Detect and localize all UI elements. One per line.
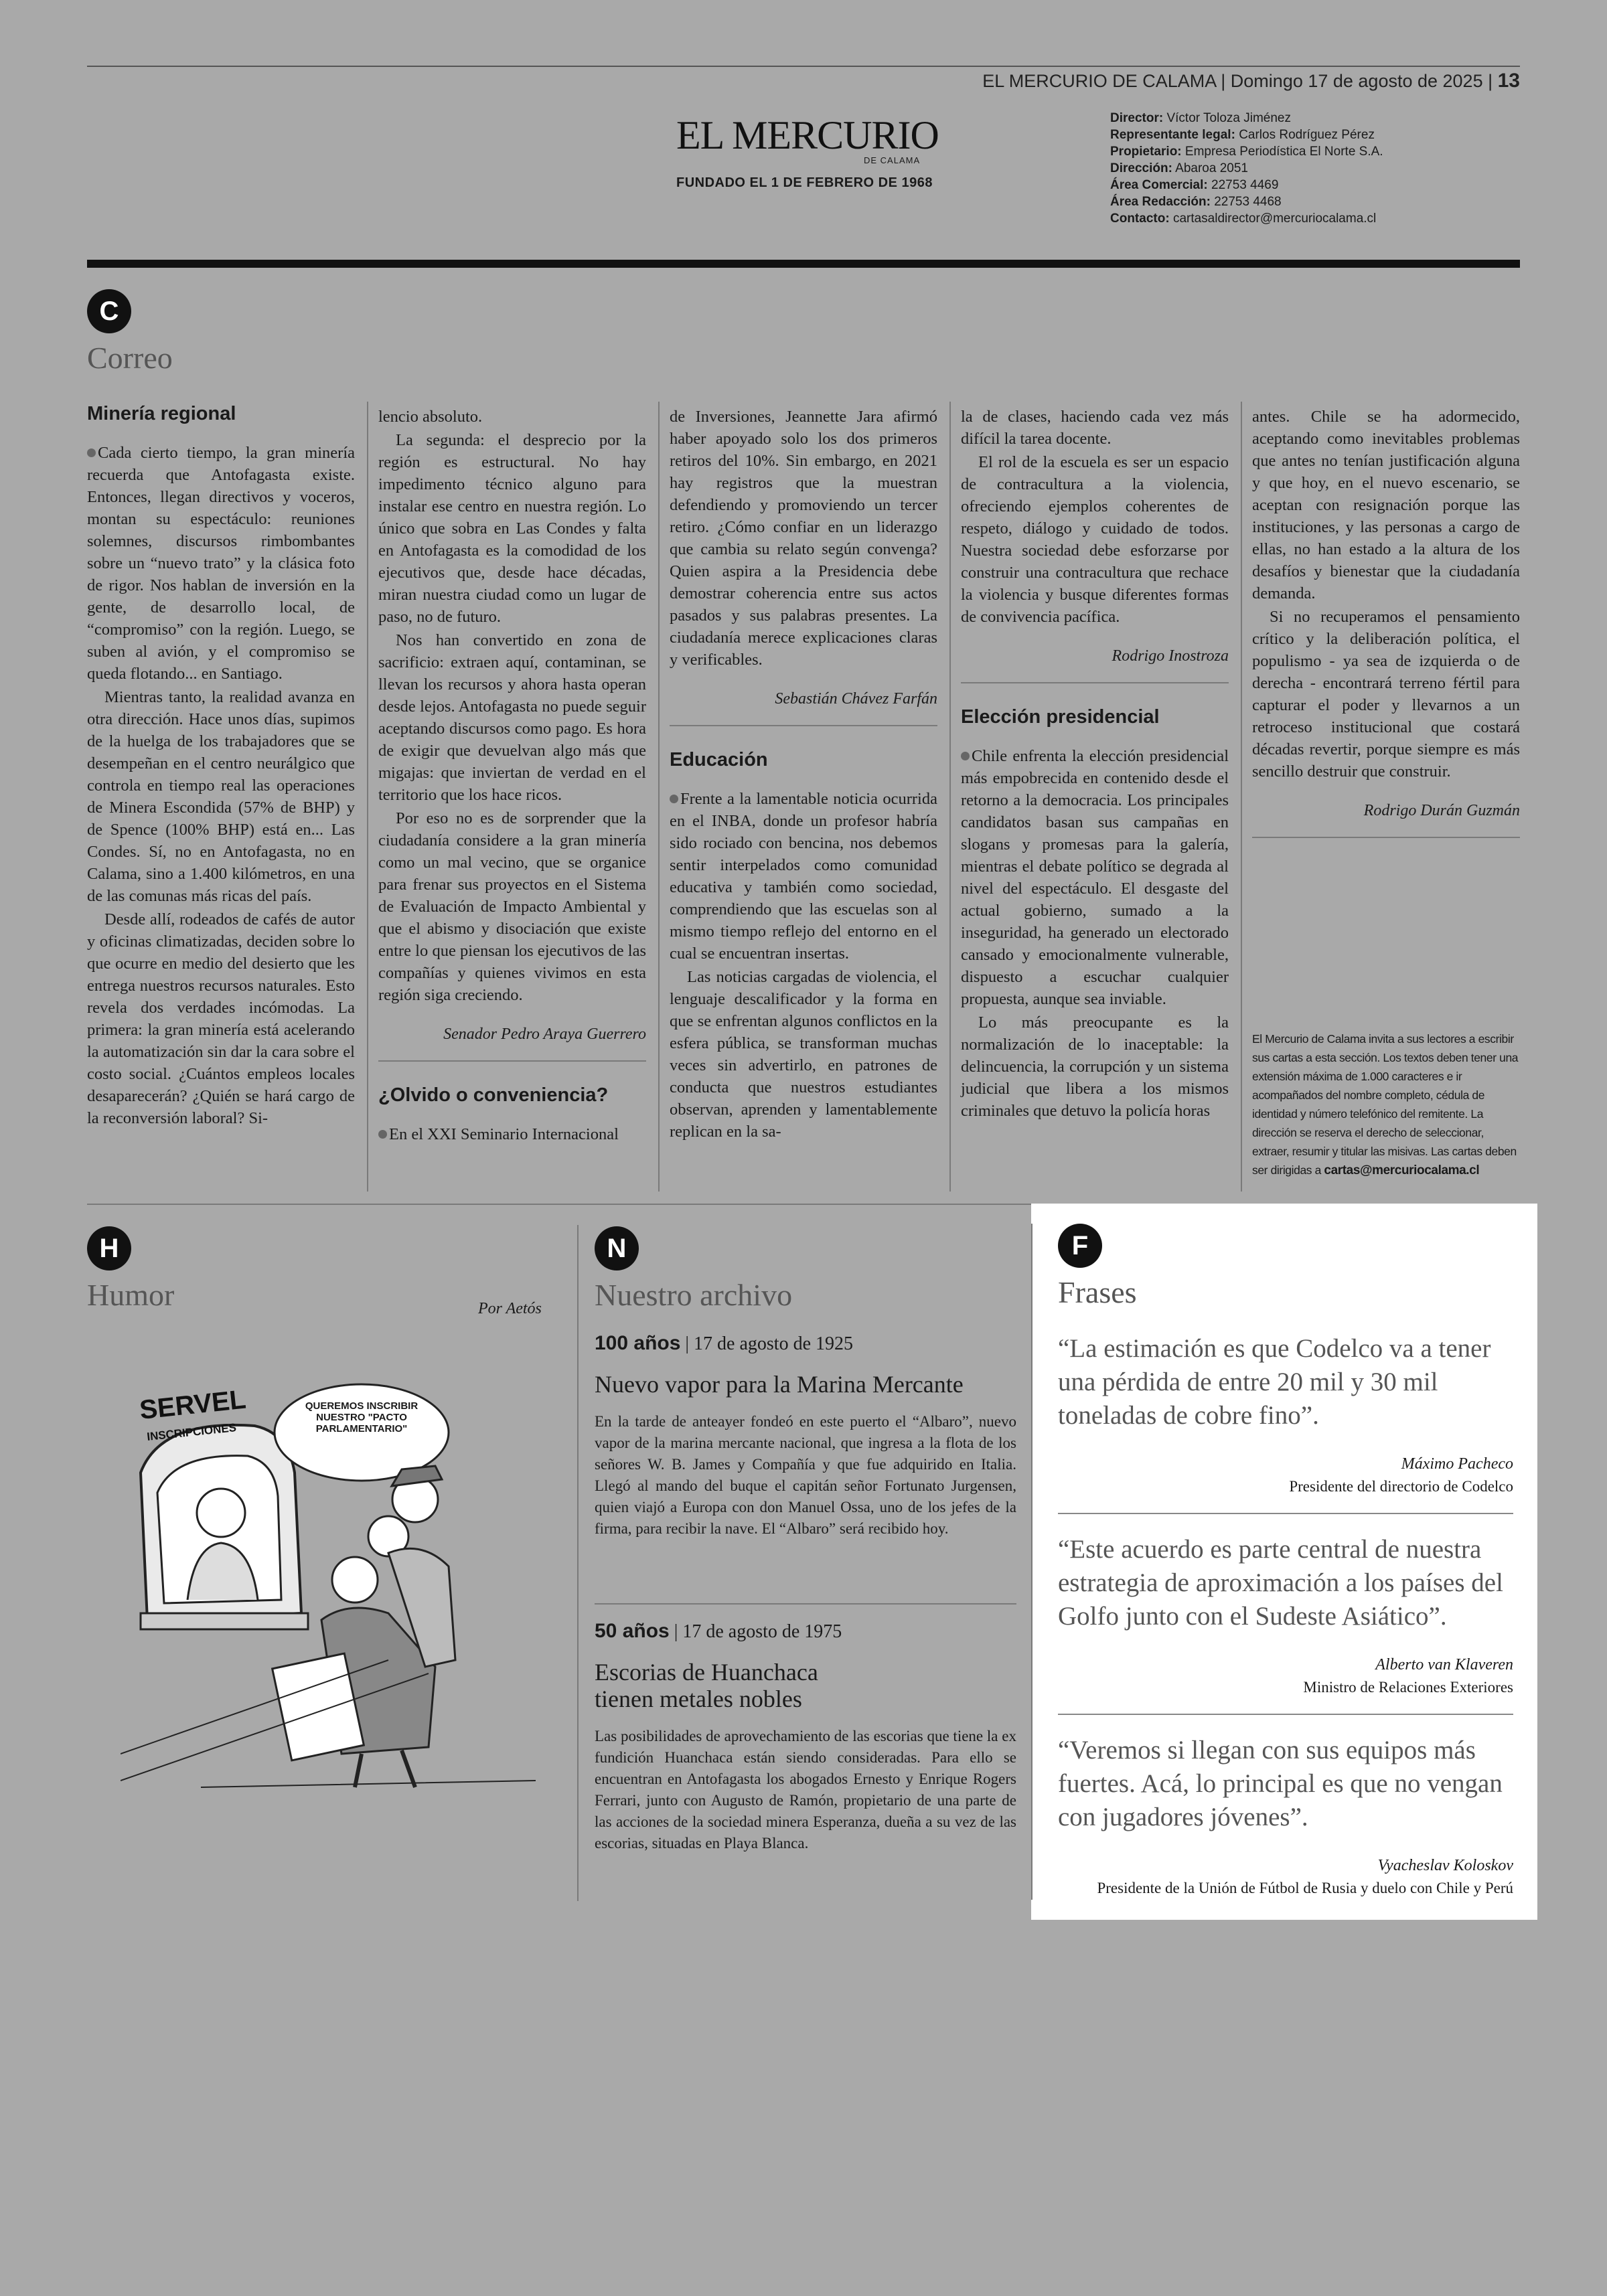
letter-paragraph: Mientras tanto, la realidad avanza en otra dirección. Hace unos días, supimos de la huelga de los trabajadores que se desempeñan en el centro neurálgico que controla en tiempo real las operaciones de Minera Escondida (57% de BHP) y de Spence (100% BHP) está en... Las Condes. Sí, no en Antofagasta, no en Calama, sino a 1.400 kilómetros, en una de las comunas más ricas del país.	[87, 688, 355, 905]
letter-heading: Minería regional	[87, 403, 236, 424]
letter-paragraph: Las noticias cargadas de violencia, el lenguaje descalificador y la forma en que se enfrentan algunos conflictos en la esfera pública, se transforman muchas veces sin advertirlo, en patrones de conducta que nuestros estudiantes observan, aprenden y lamentablemente replican en la sa-	[670, 968, 937, 1141]
column-divider	[577, 1225, 579, 1901]
quote-text: “La estimación es que Codelco va a tener una pérdida de entre 20 mil y 30 mil toneladas de cobre fino”.	[1058, 1334, 1491, 1430]
staff-line: Dirección: Abaroa 2051	[1110, 161, 1248, 175]
quote-author: Alberto van Klaveren	[1375, 1656, 1513, 1673]
letter-column-3	[670, 406, 937, 1144]
bullet-icon	[670, 795, 678, 803]
submission-note	[1252, 1030, 1520, 1180]
cartoon-sign-sub: INSCRIPCIONES	[146, 1421, 237, 1443]
letter-paragraph: lencio absoluto.	[378, 408, 483, 426]
archive-separator	[595, 1603, 1016, 1605]
humor-byline: Por Aetós	[478, 1300, 542, 1317]
staff-box	[1110, 110, 1383, 227]
bullet-icon	[961, 752, 970, 760]
header-thick-rule	[87, 260, 1520, 268]
staff-line: Área Redacción: 22753 4468	[1110, 195, 1282, 209]
quote-separator	[1058, 1714, 1513, 1715]
quote-author: Máximo Pacheco	[1401, 1455, 1513, 1473]
column-divider	[658, 402, 660, 1192]
top-rule	[87, 66, 1520, 67]
submission-email-link[interactable]: cartas@mercuriocalama.cl	[1324, 1163, 1480, 1177]
column-divider	[367, 402, 368, 1192]
archive-item-header: 100 años | 17 de agosto de 1925	[595, 1332, 853, 1354]
folio-publication: EL MERCURIO DE CALAMA	[982, 71, 1216, 91]
letter-column-5	[1252, 406, 1520, 859]
staff-line: Representante legal: Carlos Rodríguez Pérez	[1110, 128, 1375, 142]
section-title-frases: Frases	[1058, 1275, 1137, 1309]
section-badge-correo: C	[87, 289, 131, 333]
page-number: 13	[1497, 70, 1520, 92]
section-title-humor: Humor	[87, 1278, 175, 1312]
column-divider	[1031, 1224, 1032, 1900]
staff-line: Director: Víctor Toloza Jiménez	[1110, 111, 1291, 125]
masthead-founded: FUNDADO EL 1 DE FEBRERO DE 1968	[676, 175, 933, 190]
archive-item	[595, 1620, 1016, 1854]
letter-column-4	[961, 406, 1229, 1123]
quote-separator	[1058, 1513, 1513, 1514]
masthead-sub: DE CALAMA	[864, 155, 921, 165]
folio: EL MERCURIO DE CALAMA | Domingo 17 de agosto de 2025 | 13	[982, 70, 1520, 92]
column-divider	[1241, 402, 1242, 1192]
masthead-logo: EL MERCURIO	[676, 113, 939, 157]
letter-paragraph: Lo más preocupante es la normalización de lo inaceptable: la delincuencia, la corrupción y un sistema judicial que libera a los mismos criminales que detuvo la policía horas	[961, 1013, 1229, 1120]
letter-heading: Educación	[670, 749, 768, 770]
letter-signature: Senador Pedro Araya Guerrero	[443, 1026, 646, 1043]
archive-item-title: Escorias de Huanchaca tienen metales nobles	[595, 1659, 818, 1712]
letter-signature: Rodrigo Durán Guzmán	[1363, 802, 1520, 819]
archive-item-body: En la tarde de anteayer fondeó en este puerto el “Albaro”, nuevo vapor de la marina mercante nacional, que ingresa a la flota de los señores W. B. James y Compañía y que fue adquirido en Italia. Llegó al mando del buque el capitán señor Fortunato Jurgensen, quien viajó a Europa con don Manuel Ossa, uno de los jefes de la firma, para recibir la nave. El “Albaro” será recibido hoy.	[595, 1413, 1016, 1537]
letter-paragraph: Frente a la lamentable noticia ocurrida en el INBA, donde un profesor habría sido rociado con bencina, nos debemos sentir interpelados como comunidad educativa y también como sociedad, comprendiendo que las escuelas son al mismo tiempo reflejo del entorno en el cual se encuentran insertas.	[670, 790, 937, 963]
archive-item-title: Nuevo vapor para la Marina Mercante	[595, 1371, 964, 1398]
letter-paragraph: Cada cierto tiempo, la gran minería recuerda que Antofagasta existe. Entonces, llegan directivos y voceros, montan su espectáculo: reuniones solemnes, discursos rimbombantes sobre un “nuevo trato” y la clásica foto de rigor. Nos hablan de inversión en la gente, de desarrollo local, de “compromiso” con la región. Luego, se suben al avión, y el compromiso se queda flotando... en Santiago.	[87, 444, 355, 683]
letter-column-2	[378, 406, 646, 1147]
section-divider	[87, 1204, 1031, 1205]
folio-date: Domingo 17 de agosto de 2025	[1230, 71, 1483, 91]
quote-role: Ministro de Relaciones Exteriores	[1303, 1679, 1513, 1696]
cartoon-speech: QUEREMOS INSCRIBIR NUESTRO "PACTO PARLAMENTARIO"	[305, 1400, 418, 1434]
letter-paragraph: Si no recuperamos el pensamiento crítico y la deliberación política, el populismo - ya sea de izquierda o de derecha - encontrará terreno fértil para capturar el poder y llevarnos a un retroceso institucional que costará décadas revertir, porque siempre es más sencillo destruir que construir.	[1252, 608, 1520, 781]
letter-paragraph: la de clases, haciendo cada vez más difícil la tarea docente.	[961, 408, 1229, 448]
cartoon-illustration	[121, 1379, 549, 1801]
letter-separator	[1252, 837, 1520, 838]
archive-years: 100 años	[595, 1332, 681, 1354]
letter-paragraph: Por eso no es de sorprender que la ciudadanía considere a la gran minería como un mal vecino, que se organice para frenar sus proyectos en el Sistema de Evaluación de Impacto Ambiental y que el abismo y disociación que existe entre lo que piensan los ejecutivos de las compañías y quienes vivimos en esta región siga creciendo.	[378, 809, 646, 1004]
archive-date: 17 de agosto de 1925	[694, 1333, 853, 1354]
archive-item	[595, 1332, 1016, 1540]
letter-separator	[961, 682, 1229, 683]
letter-signature: Rodrigo Inostroza	[1112, 647, 1229, 665]
staff-line: Contacto: cartasaldirector@mercuriocalama.cl	[1110, 212, 1377, 226]
letter-column-1	[87, 402, 355, 1131]
bullet-icon	[87, 448, 96, 457]
archive-item-header: 50 años | 17 de agosto de 1975	[595, 1620, 842, 1642]
section-badge-humor: H	[87, 1226, 131, 1270]
letter-paragraph: antes. Chile se ha adormecido, aceptando como inevitables problemas que antes no tenían justificación alguna y que hoy, en el nuevo escenario, se aceptan con resignación porque las instituciones, y las personas a cargo de ellas, no han estado a la altura de los desafíos y bienestar que la ciudadanía demanda.	[1252, 408, 1520, 602]
letter-heading: Elección presidencial	[961, 706, 1160, 728]
letter-separator	[670, 725, 937, 726]
letter-separator	[378, 1060, 646, 1062]
staff-line: Propietario: Empresa Periodística El Norte S.A.	[1110, 145, 1383, 159]
quote-author: Vyacheslav Koloskov	[1377, 1857, 1513, 1874]
quote-role: Presidente del directorio de Codelco	[1289, 1478, 1513, 1495]
quote-text: “Este acuerdo es parte central de nuestra estrategia de aproximación a los países del Golfo junto con el Sudeste Asiático”.	[1058, 1535, 1503, 1631]
archive-years: 50 años	[595, 1620, 670, 1642]
cartoon-sign: SERVEL	[138, 1384, 248, 1425]
quote-text: “Veremos si llegan con sus equipos más fuertes. Acá, lo principal es que no vengan con jugadores jóvenes”.	[1058, 1736, 1503, 1831]
submission-note-text: El Mercurio de Calama invita a sus lectores a escribir sus cartas a esta sección. Los textos deben tener una extensión máxima de 1.000 caracteres e ir acompañados del nombre completo, cédula de identidad y número telefónico del remitente. La dirección se reserva el derecho de seleccionar, extraer, resumir y titular las misivas. Las cartas deben ser dirigidas a	[1252, 1032, 1519, 1177]
section-title-archivo: Nuestro archivo	[595, 1278, 793, 1312]
letter-paragraph: La segunda: el desprecio por la región es estructural. No hay impedimento técnico alguno para instalar ese centro en nuestra región. Lo único que sobra en Las Condes y falta en Antofagasta es la comodidad de los ejecutivos que, desde hace décadas, miran nuestra ciudad como un lugar de paso, no de futuro.	[378, 431, 646, 626]
letter-signature: Sebastián Chávez Farfán	[775, 690, 937, 708]
letter-paragraph: Desde allí, rodeados de cafés de autor y oficinas climatizadas, deciden sobre lo que ocurre en medio del desierto que les entrega nuestros recursos naturales. Esto revela dos verdades incómodas. La primera: la gran minería está acelerando la automatización sin dar la cara sobre el costo social. ¿Cuántos empleos locales desaparecerán? ¿Quién se hará cargo de la reconversión laboral? Si-	[87, 910, 355, 1127]
letter-paragraph: En el XXI Seminario Internacional	[389, 1125, 619, 1143]
column-divider	[949, 402, 951, 1192]
letter-heading: ¿Olvido o conveniencia?	[378, 1084, 609, 1106]
letter-paragraph: Chile enfrenta la elección presidencial más empobrecida en contenido desde el retorno a la democracia. Los principales candidatos basan sus campañas en slogans y promesas para la galería, mientras el debate político se degrada al nivel del espectáculo. El desgaste del actual gobierno, sumado a la inseguridad, ha generado un electorado cansado y emocionalmente vulnerable, dispuesto a escuchar cualquier propuesta, aunque sea inviable.	[961, 747, 1229, 1008]
letter-paragraph: de Inversiones, Jeannette Jara afirmó haber apoyado solo los dos primeros retiros del 10%. Sin embargo, en 2021 hay registros que la muestran defendiendo y promoviendo un tercer retiro. ¿Cómo confiar en un liderazgo que cambia su relato según convenga? Quien aspira a la Presidencia debe demostrar coherencia entre sus actos pasados y sus palabras presentes. La ciudadanía merece explicaciones claras y verificables.	[670, 408, 937, 669]
letter-paragraph: Nos han convertido en zona de sacrificio: extraen aquí, contaminan, se llevan los recursos y ahora hasta operan desde lejos. Antofagasta no puede seguir aceptando discursos como pago. Es hora de exigir que devuelvan algo más que migajas: que inviertan de verdad en el territorio que los hace ricos.	[378, 631, 646, 804]
section-badge-archivo: N	[595, 1226, 639, 1270]
section-title-correo: Correo	[87, 341, 173, 375]
frases-box	[1031, 1204, 1537, 1920]
staff-line: Área Comercial: 22753 4469	[1110, 178, 1279, 192]
quote-role: Presidente de la Unión de Fútbol de Rusia y duelo con Chile y Perú	[1097, 1880, 1513, 1896]
letter-paragraph: El rol de la escuela es ser un espacio de contracultura a la violencia, ofreciendo ejemplos coherentes de respeto, diálogo y cuidado de todos. Nuestra sociedad debe esforzarse por construir una contracultura que rechace la violencia y busque diferentes formas de convivencia pacífica.	[961, 453, 1229, 626]
bullet-icon	[378, 1130, 387, 1139]
section-badge-frases: F	[1058, 1224, 1102, 1268]
archive-date: 17 de agosto de 1975	[682, 1621, 842, 1642]
archive-item-body: Las posibilidades de aprovechamiento de las escorias que tiene la ex fundición Huanchaca están siendo consideradas. Para ello se encuentran en Antofagasta los abogados Ernesto y Enrique Rogers Ferrari, junto con Augusto de Ramón, propietario de una parte de las acciones de la sociedad minera Esperanza, dueña a su vez de las escorias, situadas en Playa Blanca.	[595, 1728, 1016, 1852]
